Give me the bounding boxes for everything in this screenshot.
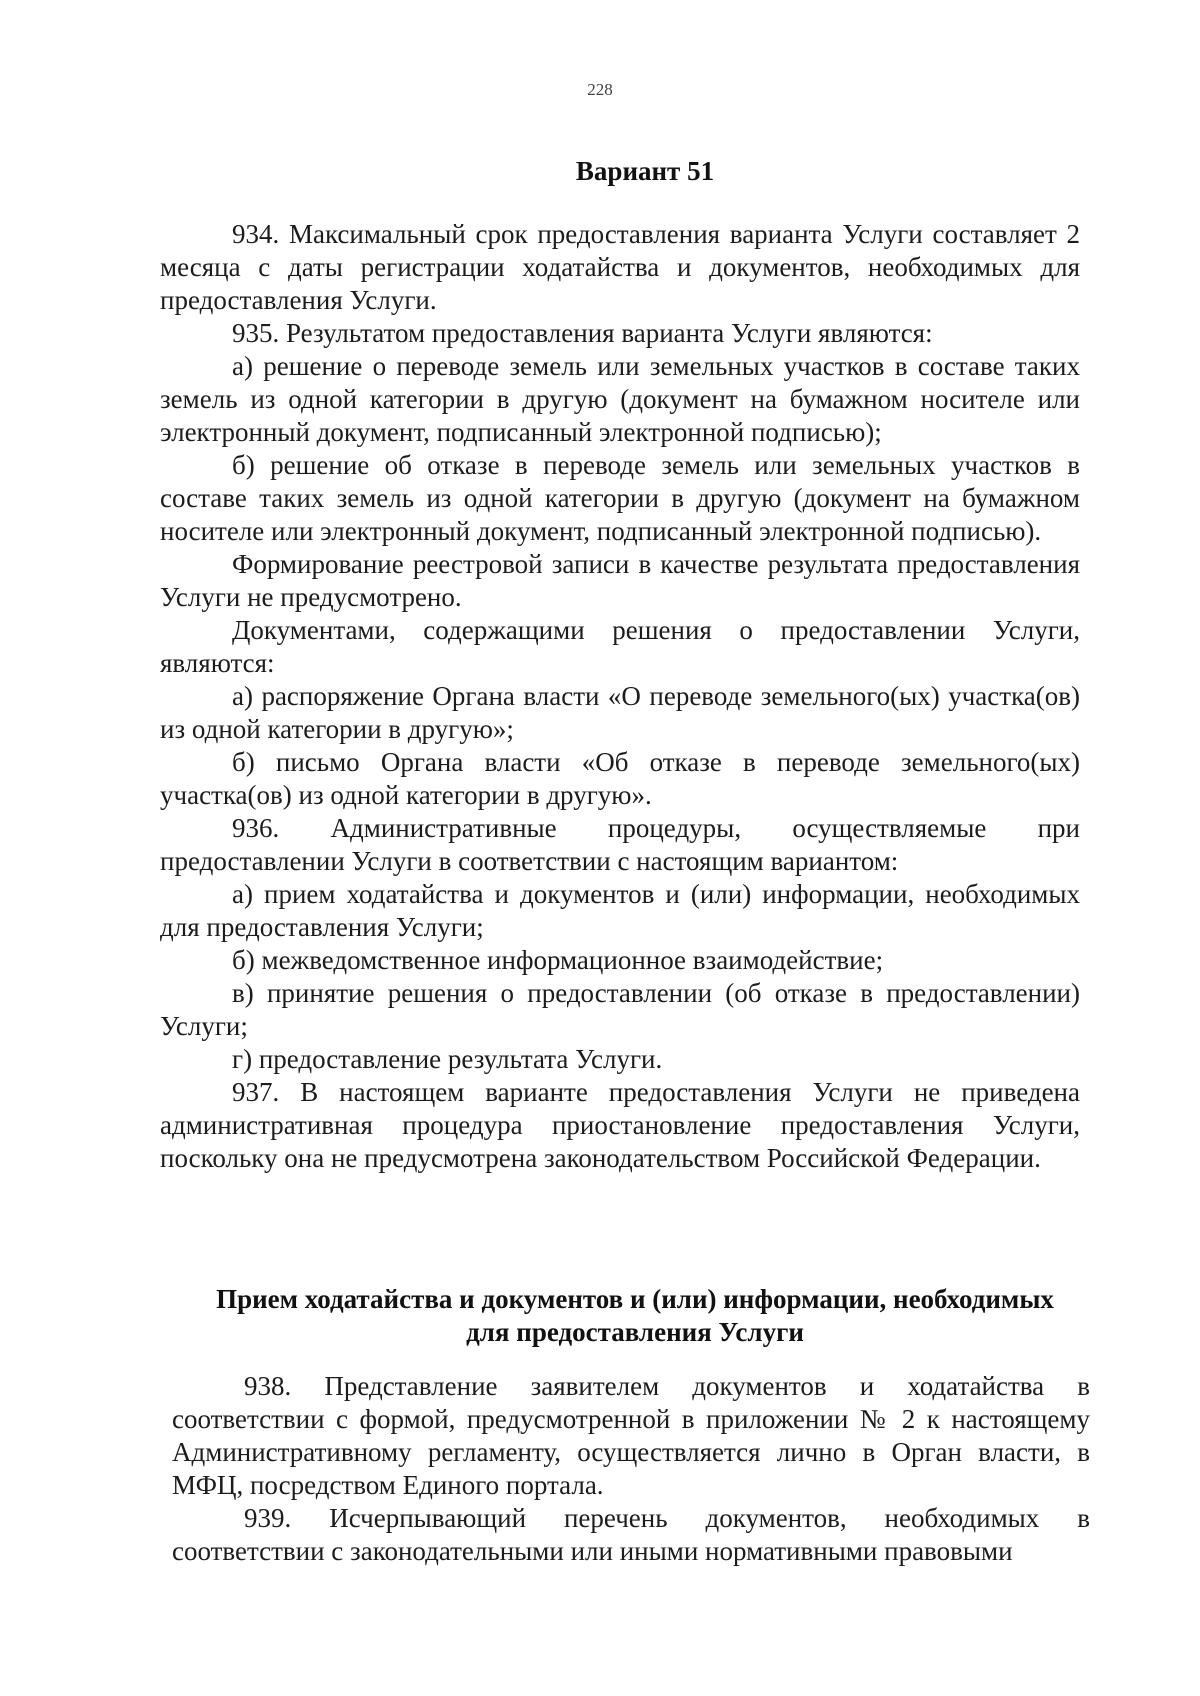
paragraph-registry-note: Формирование реестровой записи в качестве результата предоставления Услуги не предусмотрено. (160, 549, 1080, 612)
paragraph-decision-documents: Документами, содержащими решения о предоставлении Услуги, являются: (160, 615, 1080, 678)
variant-heading: Вариант 51 (575, 156, 715, 186)
paragraph-936: 936. Административные процедуры, осуществляемые при предоставлении Услуги в соответствии с настоящим вариантом: (160, 813, 1080, 876)
paragraph-935: 935. Результатом предоставления варианта Услуги являются: (232, 318, 933, 348)
paragraph-decision-b: б) письмо Органа власти «Об отказе в переводе земельного(ых) участка(ов) из одной категории в другую». (160, 747, 1080, 810)
paragraph-937: 937. В настоящем варианте предоставления Услуги не приведена административная процедура приостановление предоставления Услуги, поскольку она не предусмотрена законодательством Российской Федерации. (160, 1077, 1080, 1173)
page-number: 228 (587, 80, 613, 99)
paragraph-939: 939. Исчерпывающий перечень документов, необходимых в соответствии с законодательными или иными нормативными правовыми (172, 1503, 1090, 1566)
paragraph-938: 938. Представление заявителем документов и ходатайства в соответствии с формой, предусмотренной в приложении № 2 к настоящему Административному регламенту, осуществляется лично в Орган власти, в МФЦ, посредством Единого портала. (172, 1371, 1090, 1500)
body-text-block-2 (172, 1370, 1090, 1568)
paragraph-936-v: в) принятие решения о предоставлении (об отказе в предоставлении) Услуги; (160, 978, 1080, 1041)
paragraph-936-g: г) предоставление результата Услуги. (232, 1044, 663, 1074)
section-heading-line-2: для предоставления Услуги (466, 1317, 804, 1347)
section-heading (175, 1283, 1095, 1349)
paragraph-935-b: б) решение об отказе в переводе земель или земельных участков в составе таких земель из одной категории в другую (документ на бумажном носителе или электронный документ, подписанный электронной подписью). (160, 450, 1080, 546)
paragraph-936-a: а) прием ходатайства и документов и (или) информации, необходимых для предоставления Услуги; (160, 879, 1080, 942)
section-heading-line-1: Прием ходатайства и документов и (или) информации, необходимых (216, 1284, 1054, 1314)
paragraph-936-b: б) межведомственное информационное взаимодействие; (232, 945, 884, 975)
paragraph-decision-a: а) распоряжение Органа власти «О переводе земельного(ых) участка(ов) из одной категории в другую»; (160, 681, 1080, 744)
paragraph-934: 934. Максимальный срок предоставления варианта Услуги составляет 2 месяца с даты регистрации ходатайства и документов, необходимых для предоставления Услуги. (160, 219, 1080, 315)
body-text-block-1 (160, 218, 1080, 1175)
paragraph-935-a: а) решение о переводе земель или земельных участков в составе таких земель из одной категории в другую (документ на бумажном носителе или электронный документ, подписанный электронной подписью); (160, 351, 1080, 447)
